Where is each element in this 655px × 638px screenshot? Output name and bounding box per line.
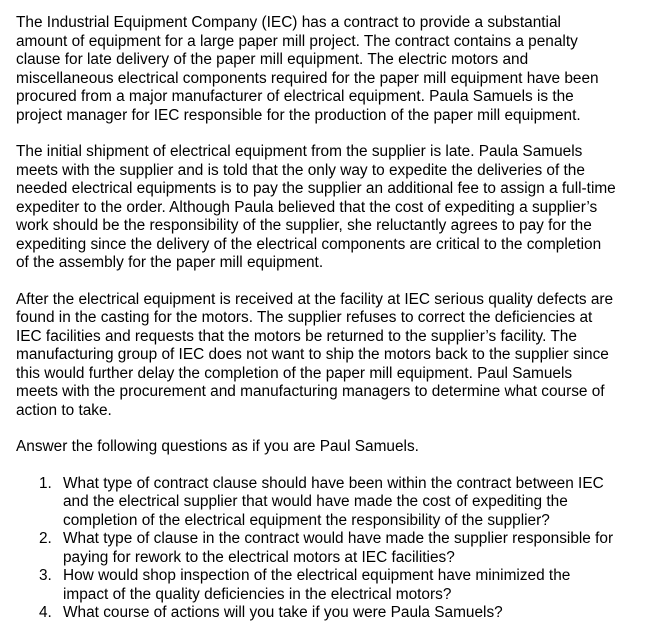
text-line: of the assembly for the paper mill equipment.	[16, 254, 324, 271]
text-line: meets with the supplier and is told that the only way to expedite the deliveries of the	[16, 161, 585, 179]
text-line: meets with the procurement and manufacturing managers to determine what course of	[16, 383, 605, 400]
text-line: procured from a major manufacturer of electrical equipment. Paula Samuels is the	[16, 88, 574, 105]
paragraph-late-shipment	[16, 143, 646, 273]
text-line: expediting since the delivery of the electrical components are critical to the completion	[16, 235, 602, 253]
text-line: amount of equipment for a large paper mill project. The contract contains a penalty	[16, 32, 578, 50]
question-number: 4.	[39, 604, 52, 621]
text-line: work should be the responsibility of the supplier, she reluctantly agrees to pay for the	[16, 217, 592, 234]
text-line: manufacturing group of IEC does not want to ship the motors back to the supplier since	[16, 346, 609, 363]
question-number: 1.	[39, 474, 52, 492]
text-line: found in the casting for the motors. The supplier refuses to correct the deficiencies at	[16, 309, 593, 326]
question-text-line: impact of the quality deficiencies in the electrical motors?	[63, 585, 452, 603]
text-line: Answer the following questions as if you are Paul Samuels.	[16, 438, 419, 455]
question-item	[16, 475, 646, 531]
question-text-line: paying for rework to the electrical motors at IEC facilities?	[63, 548, 455, 566]
text-line: After the electrical equipment is received at the facility at IEC serious quality defects are	[16, 290, 614, 308]
text-line: needed electrical equipments is to pay the supplier an additional fee to assign a full-time	[16, 180, 616, 197]
text-line: The initial shipment of electrical equipment from the supplier is late. Paula Samuels	[16, 143, 583, 160]
text-line: this would further delay the completion of the paper mill equipment. Paul Samuels	[16, 364, 573, 382]
question-item	[16, 604, 646, 623]
text-line: action to take.	[16, 401, 112, 419]
text-line: clause for late delivery of the paper mill equipment. The electric motors and	[16, 51, 529, 68]
question-text-line: completion of the electrical equipment the responsibility of the supplier?	[63, 511, 550, 529]
question-text-line: What type of contract clause should have been within the contract between IEC	[63, 474, 604, 492]
question-list	[16, 475, 646, 623]
question-number: 3.	[39, 567, 52, 584]
text-line: The Industrial Equipment Company (IEC) has a contract to provide a substantial	[16, 14, 561, 31]
paragraph-intro	[16, 14, 646, 125]
text-line: expediter to the order. Although Paula believed that the cost of expediting a supplier’s	[16, 198, 598, 216]
question-text-line: What course of actions will you take if you were Paula Samuels?	[63, 604, 503, 621]
question-text-line: How would shop inspection of the electrical equipment have minimized the	[63, 567, 571, 584]
question-number: 2.	[39, 530, 52, 547]
text-line: miscellaneous electrical components required for the paper mill equipment have been	[16, 69, 599, 87]
paragraph-quality-defects	[16, 291, 646, 421]
text-line: project manager for IEC responsible for the production of the paper mill equipment.	[16, 106, 581, 124]
question-item	[16, 567, 646, 604]
question-text-line: and the electrical supplier that would have made the cost of expediting the	[63, 493, 568, 510]
text-line: IEC facilities and requests that the motors be returned to the supplier’s facility. The	[16, 327, 577, 345]
paragraph-instructions	[16, 438, 646, 457]
document-body	[16, 14, 646, 623]
question-text-line: What type of clause in the contract would have made the supplier responsible for	[63, 530, 614, 547]
question-item	[16, 530, 646, 567]
